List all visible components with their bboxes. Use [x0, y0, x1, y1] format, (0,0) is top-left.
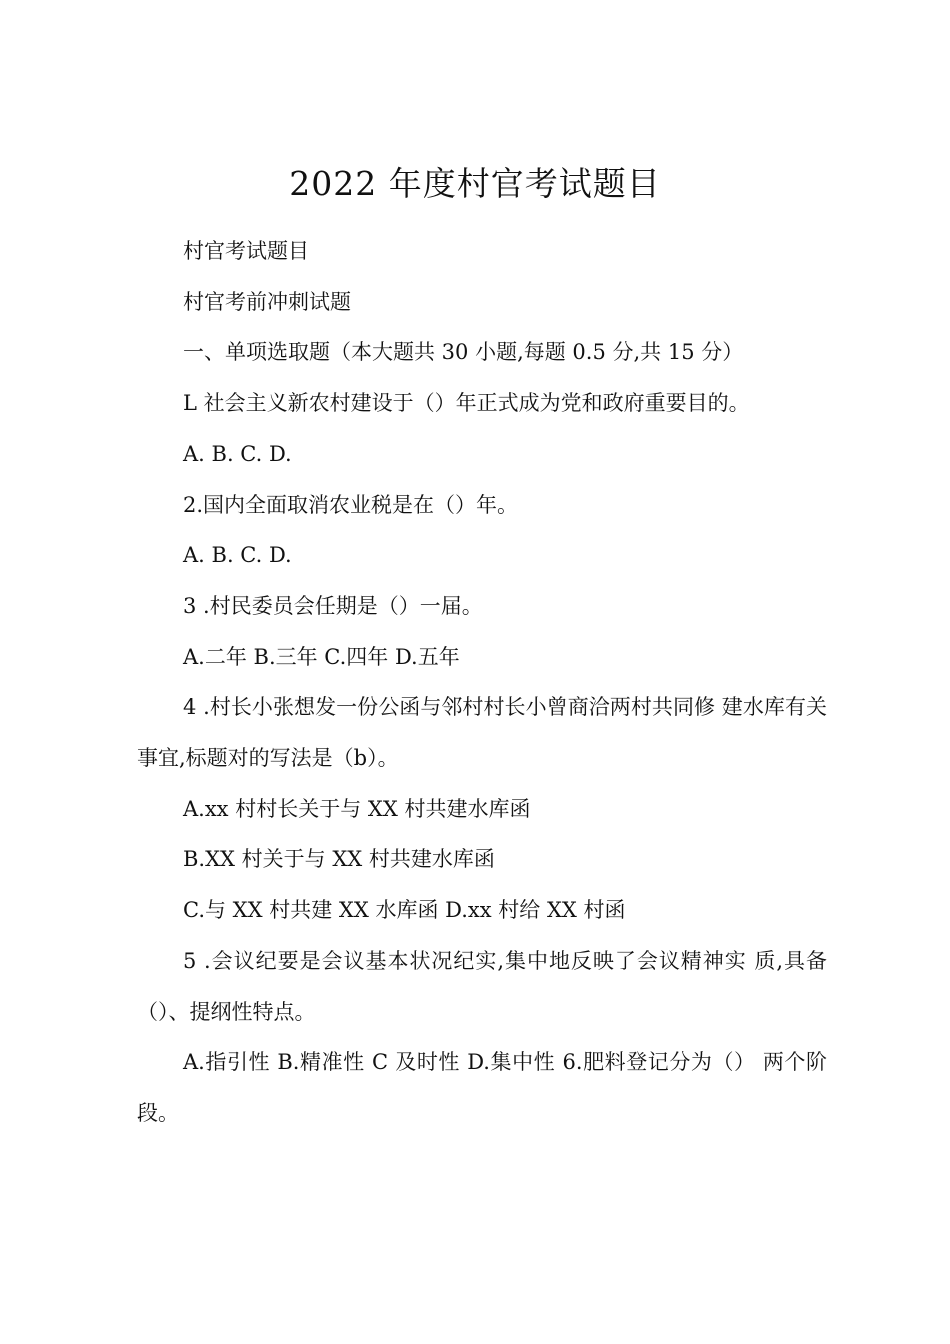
question-1-options: A. B. C. D.: [183, 441, 292, 466]
document-title: 2022 年度村官考试题目: [289, 164, 661, 203]
paragraph-part-heading: 一、单项选取题（本大题共 30 小题,每题 0.5 分,共 15 分）: [183, 340, 744, 365]
question-5: 5 .会议纪要是会议基本状况纪实,集中地反映了会议精神实 质,具备（）、提纲性特点。: [137, 948, 827, 1024]
question-1: L 社会主义新农村建设于（）年正式成为党和政府重要目的。: [183, 391, 750, 416]
question-4-option-b: B.XX 村关于与 XX 村共建水库函: [183, 847, 495, 872]
question-4: 4 .村长小张想发一份公函与邻村村长小曾商洽两村共同修 建水库有关事宜,标题对的写法是（b）。: [137, 695, 827, 771]
document-body: [137, 226, 827, 1139]
paragraph-subtitle: 村官考试题目: [183, 239, 309, 263]
question-5-options-question-6: A.指引性 B.精准性 C 及时性 D.集中性 6.肥料登记分为（） 两个阶段。: [137, 1050, 827, 1125]
question-2: 2.国内全面取消农业税是在（）年。: [183, 492, 519, 517]
paragraph-section-title: 村官考前冲刺试题: [183, 289, 351, 314]
question-2-options: A. B. C. D.: [183, 543, 292, 568]
question-3: 3 .村民委员会任期是（）一届。: [183, 593, 483, 618]
question-4-option-cd: C.与 XX 村共建 XX 水库函 D.xx 村给 XX 村函: [183, 898, 626, 923]
question-4-option-a: A.xx 村村长关于与 XX 村共建水库函: [183, 796, 531, 821]
question-3-options: A.二年 B.三年 C.四年 D.五年: [183, 644, 460, 669]
